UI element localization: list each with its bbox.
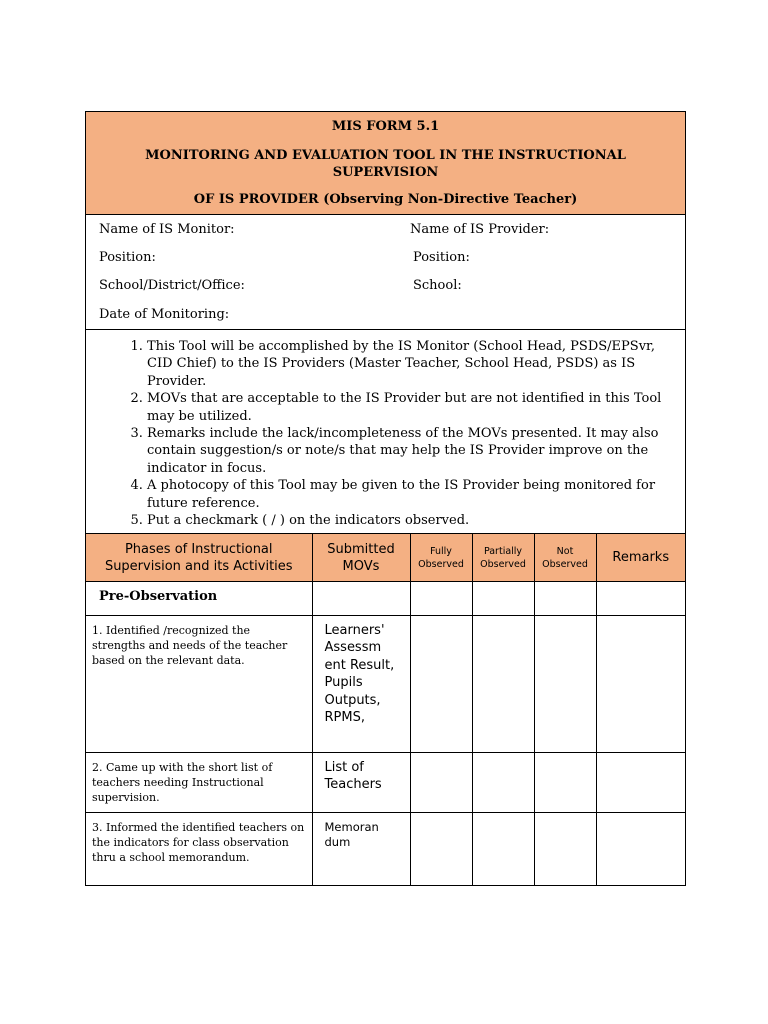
date-label: Date of Monitoring: [99,307,230,322]
monitor-name-label: Name of IS Monitor: [99,222,235,237]
table-row [86,812,685,885]
form-number: MIS FORM 5.1 [331,119,440,134]
instruction-item: 1. This Tool will be accomplished by the IS Monitor (School Head, PSDS/EPSvr, CID Chief) to the IS Providers (Master Teacher, School Head, PSDS) as IS Provider. [147,338,671,390]
school-district-label: School/District/Office: [99,278,245,293]
partially-observed-cell[interactable] [472,812,534,885]
provider-name-label: Name of IS Provider: [410,222,550,237]
mov-cell: List of Teachers [312,752,410,812]
partially-observed-header: Partially Observed [472,534,534,581]
instruction-item: 4. A photocopy of this Tool may be given to the IS Provider being monitored for future reference. [147,477,671,512]
table-row [86,752,685,812]
info-section [86,215,685,330]
mis-form [85,111,686,886]
partially-observed-cell[interactable] [472,752,534,812]
fully-observed-cell[interactable] [410,615,472,752]
remarks-cell[interactable] [596,812,685,885]
table-row [86,615,685,752]
form-header [86,112,685,215]
remarks-cell[interactable] [596,752,685,812]
form-title: MONITORING AND EVALUATION TOOL IN THE INSTRUCTIONAL SUPERVISION [145,148,626,180]
table-cell [596,581,685,615]
table-cell [534,581,596,615]
activity-cell: 3. Informed the identified teachers on the indicators for class observation thru a school memorandum. [86,812,312,885]
mov-cell: Memoran dum [312,812,410,885]
mov-cell: Learners' Assessm ent Result, Pupils Outputs, RPMS, [312,615,410,752]
not-observed-cell[interactable] [534,752,596,812]
instruction-item: 3. Remarks include the lack/incompleteness of the MOVs presented. It may also contain suggestion/s or note/s that may help the IS Provider improve on the indicator in focus. [147,425,671,477]
instruction-item: 2. MOVs that are acceptable to the IS Provider but are not identified in this Tool may be utilized. [147,390,671,425]
phases-header: Phases of Instructional Supervision and its Activities [86,534,312,581]
monitor-position-label: Position: [99,250,156,265]
school-label: School: [413,278,462,293]
provider-position-label: Position: [413,250,470,265]
fully-observed-cell[interactable] [410,812,472,885]
not-observed-cell[interactable] [534,615,596,752]
table-cell [312,581,410,615]
instruction-item: 5. Put a checkmark ( / ) on the indicators observed. [147,512,671,529]
remarks-cell[interactable] [596,615,685,752]
fully-observed-header: Fully Observed [410,534,472,581]
section-pre-observation: Pre-Observation [86,581,312,615]
movs-header: Submitted MOVs [312,534,410,581]
instructions [86,330,685,534]
fully-observed-cell[interactable] [410,752,472,812]
form-subtitle: OF IS PROVIDER (Observing Non-Directive Teacher) [193,192,578,207]
remarks-header: Remarks [596,534,685,581]
observation-table [86,534,685,885]
not-observed-header: Not Observed [534,534,596,581]
table-cell [472,581,534,615]
activity-cell: 1. Identified /recognized the strengths and needs of the teacher based on the relevant data. [86,615,312,752]
partially-observed-cell[interactable] [472,615,534,752]
table-cell [410,581,472,615]
activity-cell: 2. Came up with the short list of teachers needing Instructional supervision. [86,752,312,812]
not-observed-cell[interactable] [534,812,596,885]
